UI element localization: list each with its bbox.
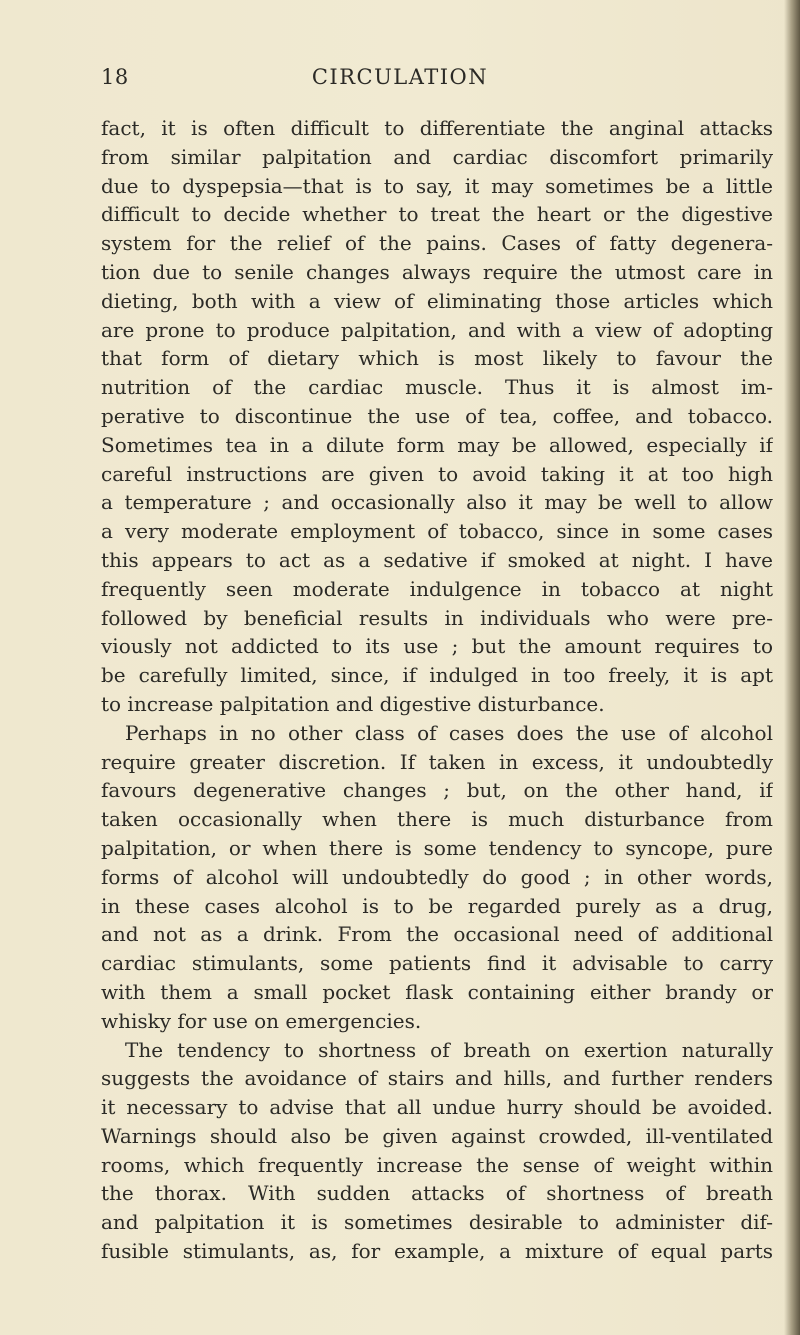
text-line: and palpitation it is sometimes desirable to administer dif-: [101, 1210, 773, 1235]
text-line: forms of alcohol will undoubtedly do good ; in other words,: [101, 864, 773, 889]
body-text: [101, 114, 773, 1266]
text-line: difficult to decide whether to treat the heart or the digestive: [101, 202, 773, 227]
text-line: palpitation, or when there is some tendency to syncope, pure: [101, 835, 773, 860]
text-line: frequently seen moderate indulgence in tobacco at night: [101, 576, 773, 601]
text-line: system for the relief of the pains. Cases of fatty degenera-: [101, 231, 773, 256]
text-line: be carefully limited, since, if indulged in too freely, it is apt: [101, 663, 773, 688]
text-line: favours degenerative changes ; but, on the other hand, if: [101, 778, 773, 803]
page-header: [0, 62, 800, 92]
text-line: fusible stimulants, as, for example, a mixture of equal parts: [101, 1239, 773, 1264]
text-line: nutrition of the cardiac muscle. Thus it is almost im-: [101, 375, 773, 400]
text-line: and not as a drink. From the occasional need of additional: [101, 922, 773, 947]
text-line: perative to discontinue the use of tea, coffee, and tobacco.: [101, 403, 773, 428]
text-line: from similar palpitation and cardiac discomfort primarily: [101, 144, 773, 169]
text-line: The tendency to shortness of breath on exertion naturally: [125, 1037, 773, 1062]
text-line: fact, it is often difficult to differentiate the anginal attacks: [101, 116, 773, 140]
running-head: CIRCULATION: [311, 65, 489, 89]
text-line: taken occasionally when there is much disturbance from: [101, 807, 773, 832]
text-line: Warnings should also be given against crowded, ill-ventilated: [101, 1123, 773, 1148]
text-line: rooms, which frequently increase the sense of weight within: [101, 1152, 773, 1177]
text-line: due to dyspepsia—that is to say, it may sometimes be a little: [101, 173, 773, 198]
text-line: whisky for use on emergencies.: [101, 1008, 422, 1033]
text-line: it necessary to advise that all undue hurry should be avoided.: [101, 1095, 773, 1120]
text-line: careful instructions are given to avoid taking it at too high: [101, 461, 773, 486]
text-line: dieting, both with a view of eliminating those articles which: [101, 288, 773, 313]
text-line: a temperature ; and occasionally also it may be well to allow: [101, 490, 773, 515]
text-line: cardiac stimulants, some patients find it advisable to carry: [101, 951, 773, 976]
text-line: are prone to produce palpitation, and with a view of adopting: [101, 317, 773, 342]
text-line: to increase palpitation and digestive disturbance.: [101, 691, 605, 716]
text-line: Perhaps in no other class of cases does the use of alcohol: [125, 720, 773, 745]
text-line: that form of dietary which is most likely to favour the: [101, 346, 773, 371]
text-line: a very moderate employment of tobacco, since in some cases: [101, 519, 773, 544]
text-line: tion due to senile changes always require the utmost care in: [101, 259, 773, 284]
page-edge-shadow: [784, 0, 800, 1335]
page-number: 18: [101, 65, 129, 89]
text-line: require greater discretion. If taken in excess, it undoubtedly: [101, 749, 773, 774]
text-line: Sometimes tea in a dilute form may be allowed, especially if: [101, 432, 773, 457]
text-line: suggests the avoidance of stairs and hills, and further renders: [101, 1066, 773, 1091]
text-line: this appears to act as a sedative if smoked at night. I have: [101, 547, 773, 572]
text-line: the thorax. With sudden attacks of shortness of breath: [101, 1181, 773, 1206]
text-line: followed by beneficial results in individuals who were pre-: [101, 605, 773, 630]
text-line: with them a small pocket flask containing either brandy or: [101, 979, 773, 1004]
text-line: viously not addicted to its use ; but the amount requires to: [101, 634, 773, 659]
text-line: in these cases alcohol is to be regarded purely as a drug,: [101, 893, 773, 918]
